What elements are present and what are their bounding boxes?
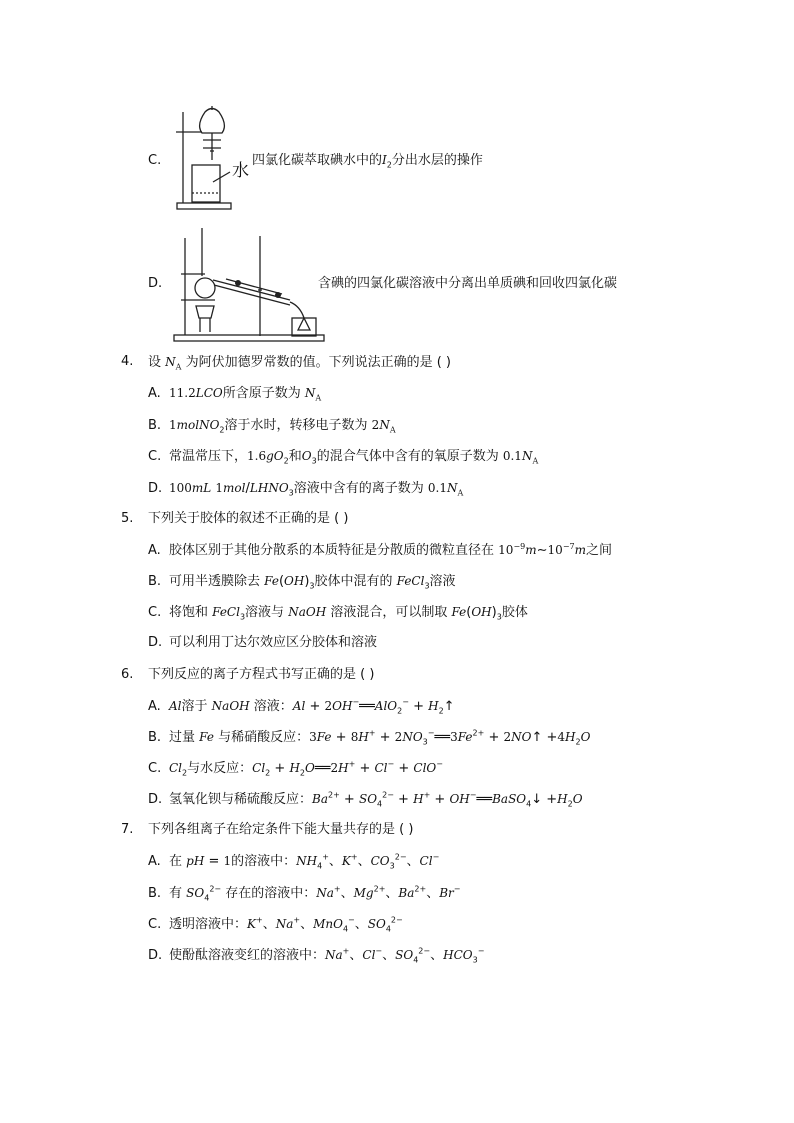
question-4-number: 4. [121,354,134,369]
question-5-number: 5. [121,511,134,526]
question-5-option-a[interactable]: A. 胶体区别于其他分散系的本质特征是分散质的微粒直径在 $10^{-9}m\sim 10^{-7}m$之间 [148,542,613,558]
question-7-stem: 下列各组离子在给定条件下能大量共存的是 ( ) [148,822,414,837]
question-6-option-c[interactable]: C. $Cl_2$与水反应：$Cl_2$ + $H_2O══2H^+ + Cl^- + ClO^-$ [148,759,443,778]
question-7-option-d[interactable]: D. 使酚酞溶液变红的溶液中：Na+、Cl−、$SO_4^{2-}$、$HCO_3^-$ [148,946,485,965]
question-6-stem: 下列反应的离子方程式书写正确的是 ( ) [148,667,375,682]
question-5-option-d[interactable]: D. 可以利用丁达尔效应区分胶体和溶液 [148,635,378,650]
figure-c-caption: 四氯化碳萃取碘水中的$I_2$分出水层的操作 [252,153,483,170]
question-7-option-a[interactable]: A. 在 pH = 1的溶液中：$NH_4^+$、K+、$CO_3^{2-}$、Cl− [148,852,440,871]
question-6-option-d[interactable]: D. 氢氧化钡与稀硫酸反应：$Ba^{2+} + SO_4^{2-} + H^+$ + OH−══BaSO$_4$↓ $+H_2O$ [148,790,583,809]
question-7-number: 7. [121,822,134,837]
question-4-option-d[interactable]: D. 100mL $1mol/LHNO_3$溶液中含有的离子数为 $0.1N_A$ [148,481,464,498]
option-d-label: D. [148,276,163,291]
option-c-label: C. [148,153,162,168]
question-4-option-a[interactable]: A. 11.2LCO所含原子数为 $N_A$ [148,386,322,403]
question-4-option-c[interactable]: C. 常温常压下，$1.6gO_2$和$O_3$的混合气体中含有的氧原子数为 $0.1N_A$ [148,449,539,466]
figure-d-caption: 含碘的四氯化碳溶液中分离出单质碘和回收四氯化碳 [318,276,618,291]
question-5-option-c[interactable]: C. 将饱和 FeCl$_3$溶液与 NaOH 溶液混合，可以制取 $Fe(OH)_3$胶体 [148,605,528,622]
question-4-option-b[interactable]: B. 1molNO$_2$溶于水时，转移电子数为 $2N_A$ [148,418,396,435]
question-6-option-a[interactable]: A. Al溶于 NaOH 溶液：Al + 2OH−══AlO$_2$− + $H_2↑$ [148,697,455,716]
question-5-option-b[interactable]: B. 可用半透膜除去 $Fe(OH)_3$胶体中混有的 FeCl$_3$溶液 [148,574,456,591]
question-7-option-c[interactable]: C. 透明溶液中：K+、Na+、MnO$_4$−、$SO_4^{2-}$ [148,915,403,934]
question-6-option-b[interactable]: B. 过量 Fe 与稀硝酸反应：$3Fe + 8H^+ + 2NO_3^-══3Fe^{2+}$ + 2NO↑ $+4H_2O$ [148,728,591,747]
question-6-number: 6. [121,667,134,682]
water-label: 水 [232,161,249,181]
question-4-stem: 设 $N_A$ 为阿伏加德罗常数的值。下列说法正确的是 ( ) [148,355,451,372]
question-5-stem: 下列关于胶体的叙述不正确的是 ( ) [148,511,349,526]
question-7-option-b[interactable]: B. 有 $SO_4^{2-}$ 存在的溶液中：Na+、$Mg^{2+}$、$Ba^{2+}$、Br− [148,884,461,903]
